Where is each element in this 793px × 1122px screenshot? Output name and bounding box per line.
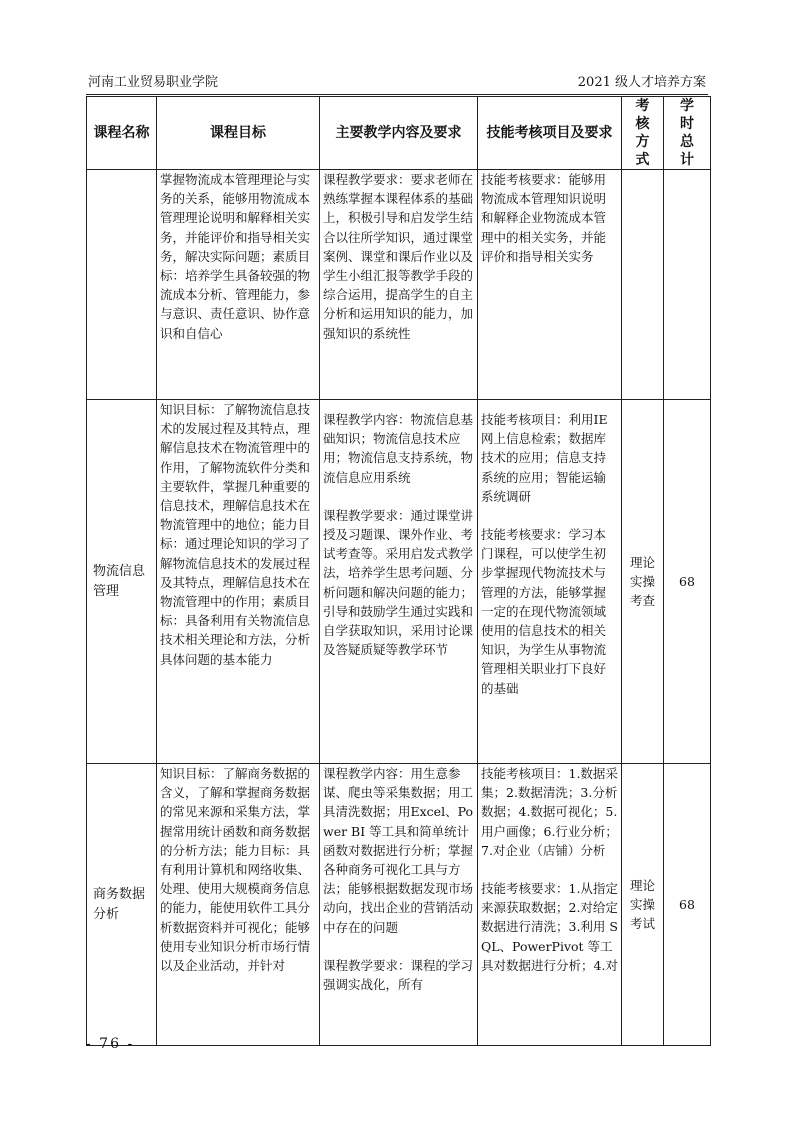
course-skill (478, 764, 622, 1046)
course-method: 理论实操考试 (622, 764, 664, 1046)
skill-part-1: 技能考核项目：1.数据采集；2.数据清洗；3.分析数据；4.数据可视化；5.用户画像；6.行业分析；7.对企业（店铺）分析 (481, 766, 618, 858)
content-part-1: 课程教学要求：要求老师在熟练掌握本课程体系的基础上，积极引导和启发学生结合以往所学知识，通过课堂案例、课堂和课后作业以及学生小组汇报等教学手段的综合运用，提高学生的自主分析和运用知识的能力，加强知识的系统性 (323, 172, 474, 341)
school-name: 河南工业贸易职业学院 (88, 75, 219, 90)
page-header (86, 72, 708, 95)
header-skill: 技能考核项目及要求 (478, 97, 622, 170)
course-skill (478, 170, 622, 400)
header-content: 主要教学内容及要求 (320, 97, 478, 170)
course-name: 商务数据分析 (87, 764, 157, 1046)
curriculum-table (86, 96, 711, 1046)
course-goal: 知识目标：了解物流信息技术的发展过程及其特点，理解信息技术在物流管理中的作用，了解物流软件分类和主要软件，掌握几种重要的信息技术，理解信息技术在物流管理中的地位；能力目标：通过理论知识的学习了解物流信息技术的发展过程及其特点，理解信息技术在物流管理中的作用；素质目标：具备利用有关物流信息技术相关理论和方法，分析具体问题的基本能力 (157, 400, 320, 764)
content-part-1: 课程教学内容：用生意参谋、爬虫等采集数据；用工具清洗数据；用Excel、Power BI 等工具和简单统计函数对数据进行分析；掌握各种商务可视化工具与方法；能够根据数据发现市场动向，找出企业的营销活动中存在的问题 (323, 766, 474, 935)
course-hours: 68 (664, 764, 711, 1046)
course-method (622, 170, 664, 400)
skill-part-2: 技能考核要求：1.从指定来源获取数据；2.对给定数据进行清洗；3.利用 SQL、PowerPivot 等工具对数据进行分析；4.对 (481, 881, 618, 973)
course-name (87, 170, 157, 400)
course-name: 物流信息管理 (87, 400, 157, 764)
course-skill (478, 400, 622, 764)
course-goal: 知识目标：了解商务数据的含义，了解和掌握商务数据的常见来源和采集方法，掌握常用统计函数和商务数据的分析方法；能力目标：具有利用计算机和网络收集、处理、使用大规模商务信息的能力，能使用软件工具分析数据资料并可视化；能够使用专业知识分析市场行情以及企业活动，并针对 (157, 764, 320, 1046)
course-content (320, 400, 478, 764)
course-hours (664, 170, 711, 400)
course-method: 理论实操考查 (622, 400, 664, 764)
header-course-name: 课程名称 (87, 97, 157, 170)
skill-part-1: 技能考核要求：能够用物流成本管理知识说明和解释企业物流成本管理中的相关实务，并能评价和指导相关实务 (481, 172, 607, 264)
header-method: 考核方式 (622, 97, 664, 170)
header-hours: 学时总计 (664, 97, 711, 170)
course-content (320, 170, 478, 400)
page-number: - 76 - (86, 1036, 135, 1052)
content-part-1: 课程教学内容：物流信息基础知识；物流信息技术应用；物流信息支持系统，物流信息应用系统 (323, 412, 474, 485)
table-row (87, 400, 711, 764)
table-row (87, 170, 711, 400)
table-header-row (87, 97, 711, 170)
table-row (87, 764, 711, 1046)
content-part-2: 课程教学要求：通过课堂讲授及习题课、课外作业、考试考查等。采用启发式教学法，培养学生思考问题、分析问题和解决问题的能力；引导和鼓励学生通过实践和自学获取知识，采用讨论课及答疑质疑等教学环节 (323, 507, 474, 658)
course-content (320, 764, 478, 1046)
skill-part-2: 技能考核要求：学习本门课程，可以使学生初步掌握现代物流技术与管理的方法，能够掌握一定的在现代物流领域使用的信息技术的相关知识，为学生从事物流管理相关职业打下良好的基础 (481, 527, 607, 696)
course-goal: 掌握物流成本管理理论与实务的关系，能够用物流成本管理理论说明和解释相关实务，并能评价和指导相关实务，解决实际问题；素质目标：培养学生具备较强的物流成本分析、管理能力，参与意识、责任意识、协作意识和自信心 (157, 170, 320, 400)
header-course-goal: 课程目标 (157, 97, 320, 170)
document-title: 2021 级人才培养方案 (577, 75, 706, 90)
skill-part-1: 技能考核项目：利用IE网上信息检索；数据库技术的应用；信息支持系统的应用；智能运输系统调研 (481, 412, 608, 504)
content-part-2: 课程教学要求：课程的学习强调实战化，所有 (323, 957, 474, 993)
course-hours: 68 (664, 400, 711, 764)
